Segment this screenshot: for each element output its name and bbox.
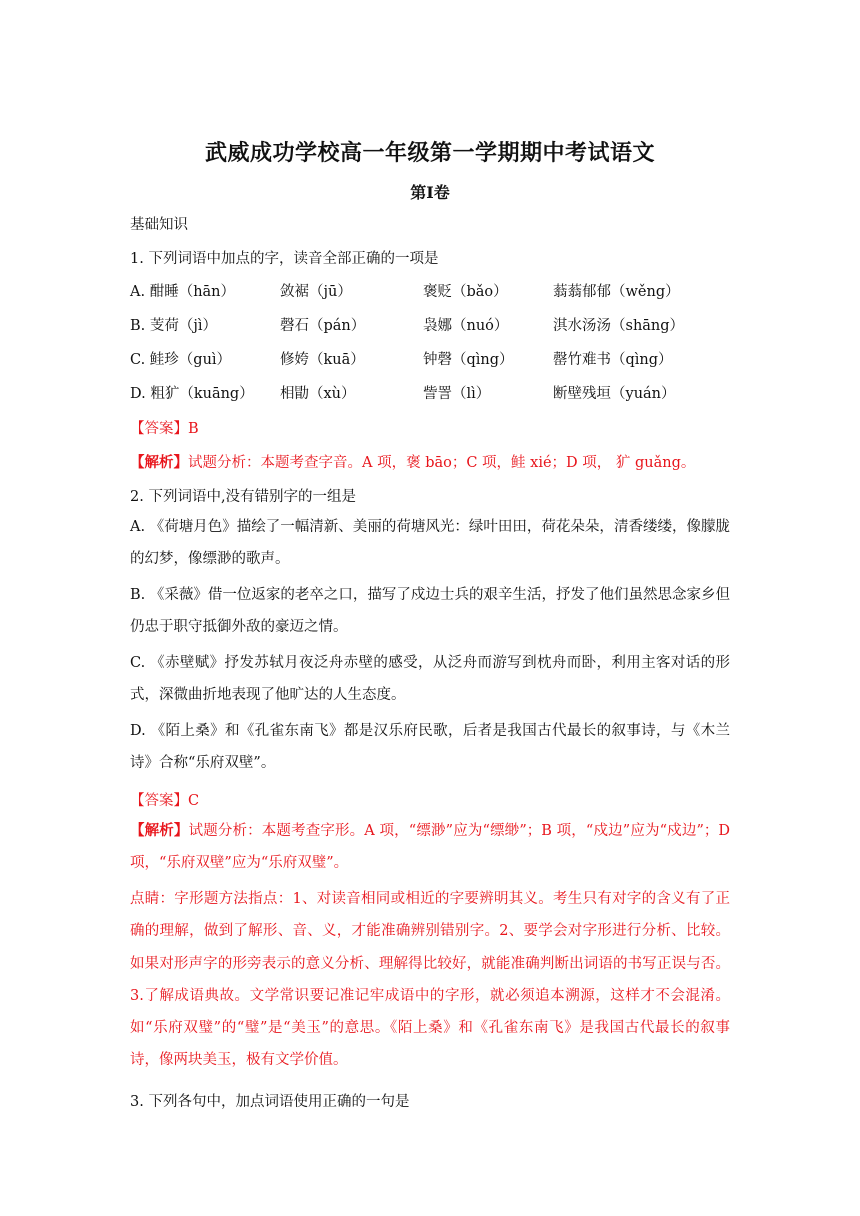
q1-stem: 1. 下列词语中加点的字，读音全部正确的一项是 [130, 251, 439, 267]
q1-option-cell: 敛裾（jū） [280, 284, 352, 300]
q1-option-cell: 袅娜（nuó） [423, 318, 509, 334]
q3-stem: 3. 下列各句中，加点词语使用正确的一句是 [130, 1094, 410, 1110]
q2-option-d: D. 《陌上桑》和《孔雀东南飞》都是汉乐府民歌，后者是我国古代最长的叙事诗，与《木兰诗》合称“乐府双壁”。 [130, 723, 730, 772]
q1-option-cell: 磬石（pán） [280, 318, 366, 334]
q1-option-cell: A. 酣睡（hān） [130, 284, 236, 300]
q1-option-cell: 钟磬（qìng） [423, 352, 514, 368]
q1-analysis-text: 试题分析：本题考查字音。A 项，褒 bāo；C 项，鲑 xié；D 项， 犷 guǎng。 [188, 455, 696, 471]
q2-analysis-label: 【解析】 [130, 822, 189, 839]
q1-option-cell: 淇水汤汤（shāng） [553, 318, 685, 334]
q1-option-cell: 訾詈（lì） [423, 386, 491, 402]
q1-answer: 【答案】B [130, 421, 199, 437]
q1-option-cell: 断壁残垣（yuán） [553, 386, 676, 402]
q1-option-cell: C. 鲑珍（guì） [130, 352, 232, 368]
q2-stem: 2. 下列词语中,没有错别字的一组是 [130, 489, 357, 505]
q1-option-cell: 罄竹难书（qìng） [553, 352, 673, 368]
q2-analysis-text: 试题分析：本题考查字形。A 项，“缥渺”应为“缥缈”；B 项，“戍边”应为“戍边”；D 项，“乐府双壁”应为“乐府双璧”。 [130, 823, 730, 872]
q2-option-b: B. 《采薇》借一位返家的老卒之口，描写了戍边士兵的艰辛生活，抒发了他们虽然思念家乡但仍忠于职守抵御外敌的豪迈之情。 [130, 587, 730, 636]
q2-option-a: A. 《荷塘月色》描绘了一幅清新、美丽的荷塘风光：绿叶田田，荷花朵朵，清香缕缕，像朦胧的幻梦，像缥渺的歌声。 [130, 519, 730, 568]
q2-analysis [130, 815, 730, 880]
section-heading: 基础知识 [130, 217, 188, 233]
q1-option-cell: 蓊蓊郁郁（wěng） [553, 284, 680, 300]
q1-option-cell: B. 芰荷（jì） [130, 318, 218, 334]
q2-tip: 点睛：字形题方法指点：1、对读音相同或相近的字要辨明其义。考生只有对字的含义有了正确的理解，做到了解形、音、义，才能准确辨别错别字。2、要学会对字形进行分析、比较。如果对形声字的形旁表示的意义分析、理解得比较好，就能准确判断出词语的书写正误与否。3.了解成语典故。文学常识要记准记牢成语中的字形，就必须追本溯源，这样才不会混淆。如“乐府双璧”的“璧”是“美玉”的意思。《陌上桑》和《孔雀东南飞》是我国古代最长的叙事诗，像两块美玉，极有文学价值。 [130, 891, 730, 1069]
page-title: 武威成功学校高一年级第一学期期中考试语文 [204, 140, 655, 166]
q2-answer: 【答案】C [130, 793, 200, 809]
q1-analysis [130, 451, 695, 472]
q1-analysis-label: 【解析】 [130, 454, 188, 471]
page-subtitle: 第Ⅰ卷 [410, 183, 450, 202]
q2-option-c: C. 《赤壁赋》抒发苏轼月夜泛舟赤壁的感受，从泛舟而游写到枕舟而卧，利用主客对话的形式，深微曲折地表现了他旷达的人生态度。 [130, 655, 730, 704]
q1-option-cell: 褒贬（bǎo） [423, 284, 508, 300]
q1-option-cell: 相勖（xù） [280, 386, 356, 402]
q1-option-cell: D. 粗犷（kuāng） [130, 386, 254, 402]
q1-option-cell: 修姱（kuā） [280, 352, 365, 368]
